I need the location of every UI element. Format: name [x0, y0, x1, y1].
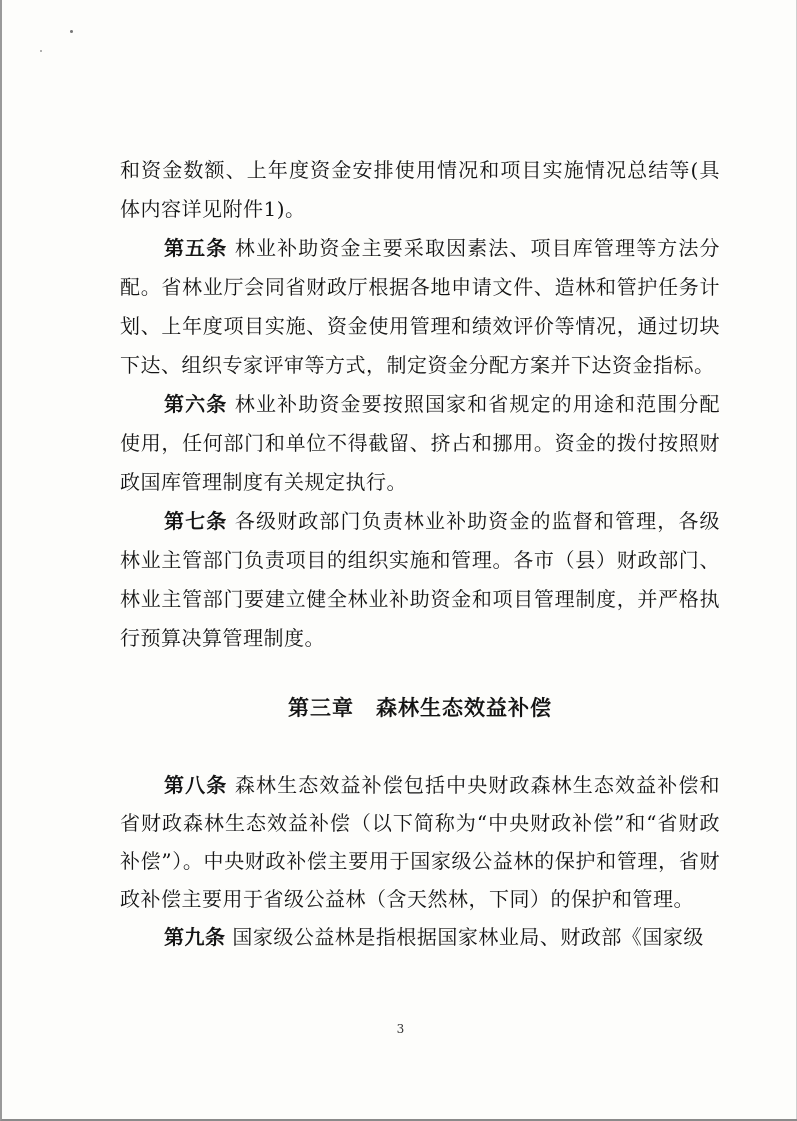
article-text: 林业补助资金要按照国家和省规定的用途和范围分配使用，任何部门和单位不得截留、挤占和挪用。资金的拨付按照财政国库管理制度有关规定执行。	[120, 392, 721, 494]
paragraph-text: 和资金数额、上年度资金安排使用情况和项目实施情况总结等(具体内容详见附件1)。	[120, 158, 720, 221]
article-text: 林业补助资金主要采取因素法、项目库管理等方法分配。省林业厅会同省财政厅根据各地申请文件、造林和管护任务计划、上年度项目实施、资金使用管理和绩效评价等情况，通过切块下达、组织专家评审等方式，制定资金分配方案并下达资金指标。	[120, 236, 721, 377]
document-body-lower	[120, 766, 720, 956]
article-label: 第八条	[164, 773, 228, 797]
article-6	[120, 385, 720, 502]
article-label: 第六条	[164, 392, 228, 416]
article-label: 第五条	[164, 236, 228, 260]
article-text: 国家级公益林是指根据国家林业局、财政部《国家级	[232, 925, 704, 949]
article-9	[120, 918, 720, 956]
chapter-number: 第三章	[288, 696, 354, 720]
article-7	[120, 502, 720, 658]
scan-speck	[70, 30, 73, 33]
page-number: 3	[396, 1022, 405, 1036]
document-body-upper	[120, 151, 720, 658]
chapter-title: 森林生态效益补偿	[376, 696, 552, 720]
scan-speck	[40, 50, 42, 52]
article-label: 第七条	[164, 509, 228, 533]
article-5	[120, 229, 720, 385]
article-8	[120, 766, 720, 918]
chapter-heading	[120, 692, 720, 722]
article-text: 各级财政部门负责林业补助资金的监督和管理，各级林业主管部门负责项目的组织实施和管理。各市（县）财政部门、林业主管部门要建立健全林业补助资金和项目管理制度，并严格执行预算决算管理制度。	[120, 509, 721, 650]
paragraph-continuation	[120, 151, 720, 229]
article-label: 第九条	[164, 925, 226, 949]
article-text: 森林生态效益补偿包括中央财政森林生态效益补偿和省财政森林生态效益补偿（以下简称为“中央财政补偿”和“省财政补偿”）。中央财政补偿主要用于国家级公益林的保护和管理，省财政补偿主要用于省级公益林（含天然林，下同）的保护和管理。	[120, 773, 721, 911]
